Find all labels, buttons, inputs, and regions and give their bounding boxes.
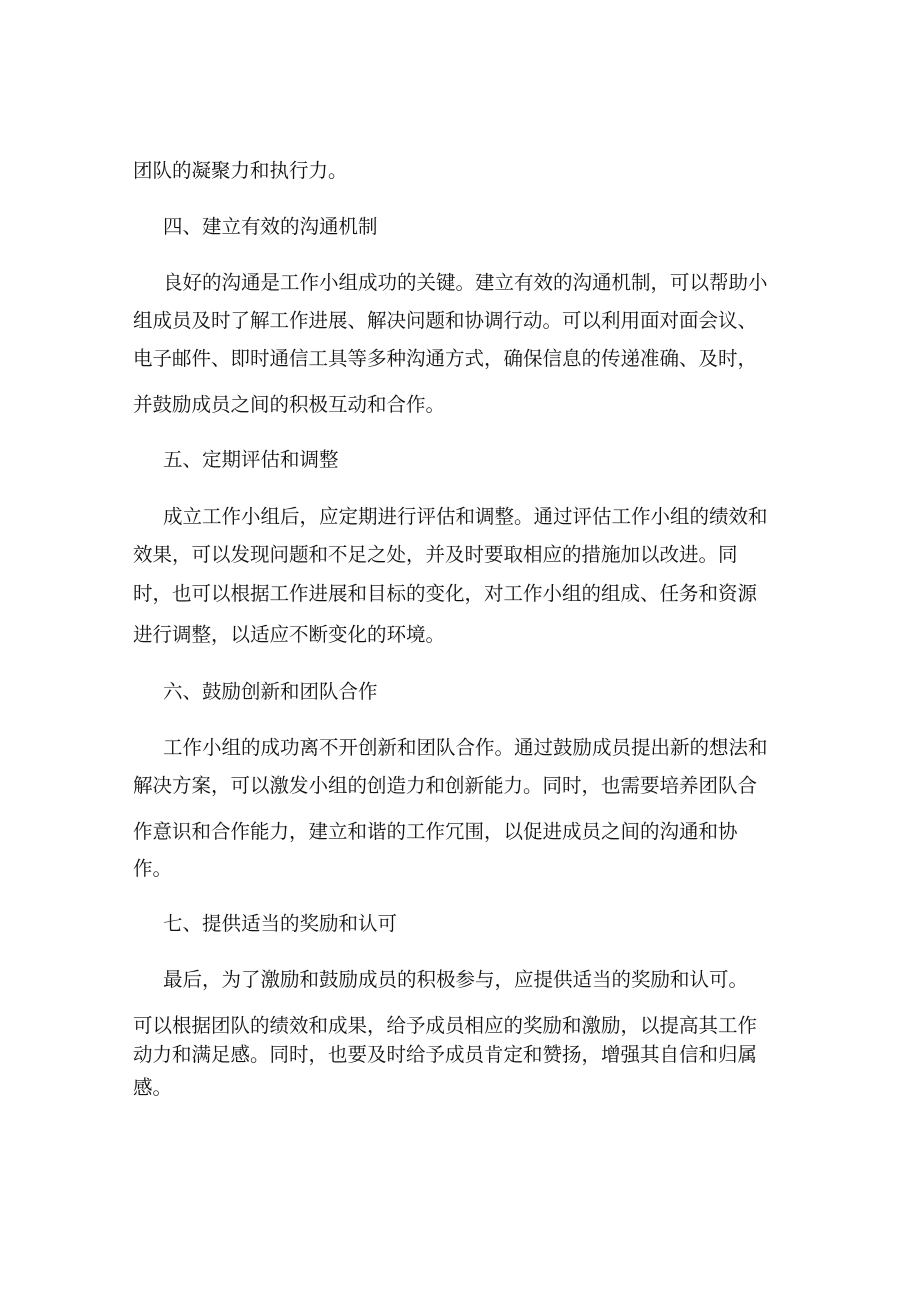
text-line: 团队的凝聚力和执行力。 [133, 159, 348, 182]
text-line: 动力和满足感。同时，也要及时给予成员肯定和赞扬，增强其自信和归属 [133, 1043, 758, 1066]
text-line: 感。 [133, 1076, 173, 1099]
text-line: 组成员及时了解工作进展、解决问题和协调行动。可以利用面对面会议、 [133, 309, 758, 332]
text-line: 作。 [133, 857, 173, 880]
text-line: 成立工作小组后，应定期进行评估和调整。通过评估工作小组的绩效和 [163, 505, 768, 528]
text-line: 时，也可以根据工作进展和目标的变化，对工作小组的组成、任务和资源 [133, 582, 758, 605]
text-line: 并鼓励成员之间的积极互动和合作。 [133, 393, 446, 416]
text-line: 最后，为了激励和鼓励成员的积极参与，应提供适当的奖励和认可。 [163, 968, 749, 991]
text-line: 进行调整，以适应不断变化的环境。 [133, 623, 446, 646]
text-line: 作意识和合作能力，建立和谐的工作冗围，以促进成员之间的沟通和协 [133, 820, 738, 843]
section-heading-7: 七、提供适当的奖励和认可 [163, 912, 398, 935]
text-line: 效果，可以发现问题和不足之处，并及时要取相应的措施加以改进。同 [133, 543, 738, 566]
section-heading-5: 五、定期评估和调整 [163, 448, 339, 471]
text-line: 良好的沟通是工作小组成功的关键。建立有效的沟通机制，可以帮助小 [163, 271, 768, 294]
text-line: 可以根据团队的绩效和成果，给予成员相应的奖励和激励，以提高其工作 [133, 1014, 758, 1037]
text-line: 电子邮件、即时通信工具等多种沟通方式，确保信息的传递准确、及时， [133, 347, 758, 370]
text-line: 解决方案，可以激发小组的创造力和创新能力。同时，也需要培养团队合 [133, 774, 758, 797]
section-heading-6: 六、鼓励创新和团队合作 [163, 680, 378, 703]
section-heading-4: 四、建立有效的沟通机制 [163, 215, 378, 238]
text-line: 工作小组的成功离不开创新和团队合作。通过鼓励成员提出新的想法和 [163, 736, 768, 759]
